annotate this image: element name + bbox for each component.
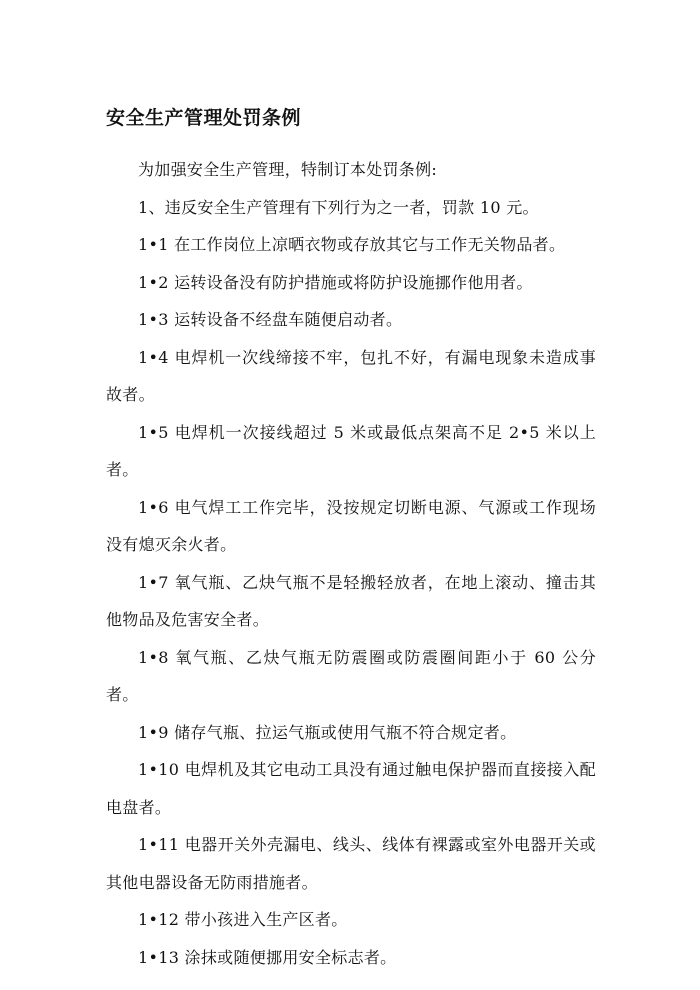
rule-1-1: 1•1 在工作岗位上凉晒衣物或存放其它与工作无关物品者。 [138, 235, 566, 254]
document-body [106, 151, 596, 976]
rule-1-2: 1•2 运转设备没有防护措施或将防护设施挪作他用者。 [138, 272, 533, 292]
document-title: 安全生产管理处罚条例 [106, 107, 302, 129]
intro-paragraph: 为加强安全生产管理，特制订本处罚条例: [138, 160, 438, 179]
rule-1: 1、违反安全生产管理有下列行为之一者，罚款 10 元。 [138, 197, 539, 217]
rule-1-11: 1•11 电器开关外壳漏电、线头、线体有裸露或室外电器开关或其他电器设备无防雨措施者。 [106, 835, 596, 892]
rule-1-10: 1•10 电焊机及其它电动工具没有通过触电保护器而直接接入配电盘者。 [106, 760, 596, 817]
rule-1-3: 1•3 运转设备不经盘车随便启动者。 [138, 310, 403, 329]
rule-1-8: 1•8 氧气瓶、乙炔气瓶无防震圈或防震圈间距小于 60 公分者。 [106, 647, 596, 704]
rule-1-13: 1•13 涂抹或随便挪用安全标志者。 [138, 947, 397, 967]
rule-1-7: 1•7 氧气瓶、乙炔气瓶不是轻搬轻放者，在地上滚动、撞击其他物品及危害安全者。 [106, 572, 596, 629]
rule-1-5: 1•5 电焊机一次接线超过 5 米或最低点架高不足 2•5 米以上者。 [106, 422, 596, 479]
rule-1-6: 1•6 电气焊工工作完毕，没按规定切断电源、气源或工作现场没有熄灭余火者。 [106, 497, 596, 554]
rule-1-12: 1•12 带小孩进入生产区者。 [138, 910, 348, 929]
rule-1-4: 1•4 电焊机一次线缔接不牢，包扎不好，有漏电现象未造成事故者。 [106, 347, 596, 404]
rule-1-9: 1•9 储存气瓶、拉运气瓶或使用气瓶不符合规定者。 [138, 722, 517, 742]
